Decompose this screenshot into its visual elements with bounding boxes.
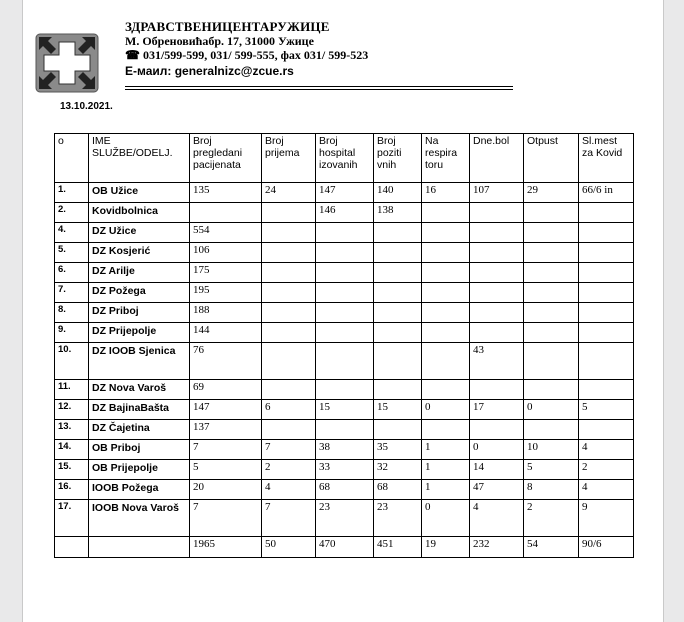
value-cell bbox=[470, 323, 524, 343]
service-name-cell: DZ Užice bbox=[89, 223, 190, 243]
row-number-cell: 2. bbox=[55, 203, 89, 223]
row-number-cell: 13. bbox=[55, 420, 89, 440]
row-number-cell: 1. bbox=[55, 183, 89, 203]
value-cell bbox=[316, 223, 374, 243]
value-cell bbox=[262, 380, 316, 400]
row-number-cell: 17. bbox=[55, 500, 89, 537]
service-name-cell: DZ Nova Varoš bbox=[89, 380, 190, 400]
value-cell bbox=[262, 223, 316, 243]
table-row bbox=[55, 440, 634, 460]
service-name-cell: OB Prijepolje bbox=[89, 460, 190, 480]
value-cell bbox=[262, 283, 316, 303]
value-cell bbox=[422, 343, 470, 380]
value-cell: 35 bbox=[374, 440, 422, 460]
value-cell: 50 bbox=[262, 537, 316, 558]
organization-email: E-маил: generalnizc@zcue.rs bbox=[125, 64, 294, 78]
value-cell bbox=[470, 303, 524, 323]
value-cell bbox=[316, 243, 374, 263]
row-number-cell bbox=[55, 537, 89, 558]
value-cell: 4 bbox=[579, 440, 634, 460]
value-cell: 7 bbox=[190, 440, 262, 460]
header-rule-bottom bbox=[125, 89, 513, 90]
value-cell: 16 bbox=[422, 183, 470, 203]
value-cell: 2 bbox=[524, 500, 579, 537]
value-cell: 5 bbox=[579, 400, 634, 420]
value-cell bbox=[524, 223, 579, 243]
value-cell: 68 bbox=[374, 480, 422, 500]
value-cell bbox=[422, 323, 470, 343]
value-cell: 8 bbox=[524, 480, 579, 500]
value-cell bbox=[579, 203, 634, 223]
row-number-cell: 12. bbox=[55, 400, 89, 420]
value-cell: 470 bbox=[316, 537, 374, 558]
value-cell bbox=[190, 203, 262, 223]
row-number-cell: 16. bbox=[55, 480, 89, 500]
column-header: Otpust bbox=[524, 134, 579, 183]
value-cell: 554 bbox=[190, 223, 262, 243]
report-table bbox=[54, 133, 634, 558]
value-cell: 1965 bbox=[190, 537, 262, 558]
organization-name: ЗДРАВСТВЕНИЦЕНТАРУЖИЦЕ bbox=[125, 19, 330, 34]
value-cell bbox=[316, 380, 374, 400]
value-cell bbox=[316, 323, 374, 343]
value-cell bbox=[524, 323, 579, 343]
value-cell: 0 bbox=[524, 400, 579, 420]
value-cell: 2 bbox=[579, 460, 634, 480]
table-row bbox=[55, 283, 634, 303]
value-cell: 33 bbox=[316, 460, 374, 480]
value-cell: 23 bbox=[374, 500, 422, 537]
value-cell bbox=[579, 380, 634, 400]
value-cell bbox=[316, 343, 374, 380]
value-cell bbox=[374, 303, 422, 323]
value-cell bbox=[579, 223, 634, 243]
column-header: Sl.mest za Kovid bbox=[579, 134, 634, 183]
value-cell bbox=[422, 380, 470, 400]
value-cell bbox=[262, 343, 316, 380]
value-cell: 43 bbox=[470, 343, 524, 380]
health-center-cross-logo-icon bbox=[35, 33, 99, 93]
value-cell bbox=[374, 223, 422, 243]
value-cell bbox=[262, 420, 316, 440]
row-number-cell: 7. bbox=[55, 283, 89, 303]
value-cell: 232 bbox=[470, 537, 524, 558]
value-cell: 188 bbox=[190, 303, 262, 323]
value-cell: 451 bbox=[374, 537, 422, 558]
value-cell bbox=[316, 263, 374, 283]
table-row bbox=[55, 243, 634, 263]
value-cell bbox=[579, 283, 634, 303]
row-number-cell: 5. bbox=[55, 243, 89, 263]
table-row bbox=[55, 203, 634, 223]
value-cell bbox=[579, 323, 634, 343]
value-cell bbox=[579, 303, 634, 323]
value-cell bbox=[316, 303, 374, 323]
value-cell: 137 bbox=[190, 420, 262, 440]
service-name-cell: DZ BajinaBašta bbox=[89, 400, 190, 420]
value-cell: 19 bbox=[422, 537, 470, 558]
table-row bbox=[55, 400, 634, 420]
value-cell: 5 bbox=[190, 460, 262, 480]
value-cell bbox=[374, 243, 422, 263]
value-cell: 144 bbox=[190, 323, 262, 343]
value-cell bbox=[422, 420, 470, 440]
column-header: Dne.bol bbox=[470, 134, 524, 183]
value-cell: 147 bbox=[190, 400, 262, 420]
value-cell bbox=[579, 243, 634, 263]
service-name-cell: DZ Požega bbox=[89, 283, 190, 303]
row-number-cell: 10. bbox=[55, 343, 89, 380]
value-cell bbox=[524, 303, 579, 323]
organization-address: М. Обреновићабр. 17, 31000 Ужице bbox=[125, 34, 314, 48]
organization-phones: ☎ 031/599-599, 031/ 599-555, фах 031/ 599-523 bbox=[125, 48, 369, 62]
table-row bbox=[55, 420, 634, 440]
service-name-cell: OB Užice bbox=[89, 183, 190, 203]
value-cell: 5 bbox=[524, 460, 579, 480]
value-cell bbox=[374, 323, 422, 343]
value-cell: 4 bbox=[262, 480, 316, 500]
value-cell bbox=[422, 283, 470, 303]
value-cell: 7 bbox=[262, 500, 316, 537]
service-name-cell bbox=[89, 537, 190, 558]
report-date: 13.10.2021. bbox=[60, 101, 113, 112]
column-header: Broj prijema bbox=[262, 134, 316, 183]
value-cell: 20 bbox=[190, 480, 262, 500]
table-header-row bbox=[55, 134, 634, 183]
value-cell: 69 bbox=[190, 380, 262, 400]
column-header: Broj hospital izovanih bbox=[316, 134, 374, 183]
value-cell bbox=[422, 203, 470, 223]
value-cell bbox=[470, 283, 524, 303]
service-name-cell: OB Priboj bbox=[89, 440, 190, 460]
service-name-cell: IOOB Požega bbox=[89, 480, 190, 500]
table-row bbox=[55, 480, 634, 500]
value-cell: 138 bbox=[374, 203, 422, 223]
value-cell bbox=[524, 283, 579, 303]
value-cell: 195 bbox=[190, 283, 262, 303]
table-row bbox=[55, 500, 634, 537]
value-cell bbox=[470, 223, 524, 243]
document-page bbox=[22, 0, 664, 622]
value-cell bbox=[470, 243, 524, 263]
table-row bbox=[55, 183, 634, 203]
value-cell bbox=[374, 343, 422, 380]
value-cell: 68 bbox=[316, 480, 374, 500]
totals-row bbox=[55, 537, 634, 558]
value-cell bbox=[524, 420, 579, 440]
value-cell bbox=[422, 223, 470, 243]
value-cell: 90/6 bbox=[579, 537, 634, 558]
row-number-cell: 4. bbox=[55, 223, 89, 243]
value-cell bbox=[262, 243, 316, 263]
value-cell bbox=[422, 263, 470, 283]
value-cell: 15 bbox=[316, 400, 374, 420]
table-row bbox=[55, 343, 634, 380]
value-cell bbox=[524, 343, 579, 380]
value-cell bbox=[470, 420, 524, 440]
service-name-cell: DZ Prijepolje bbox=[89, 323, 190, 343]
value-cell: 140 bbox=[374, 183, 422, 203]
service-name-cell: Kovidbolnica bbox=[89, 203, 190, 223]
value-cell: 23 bbox=[316, 500, 374, 537]
table-row bbox=[55, 263, 634, 283]
row-number-cell: 6. bbox=[55, 263, 89, 283]
value-cell: 0 bbox=[422, 400, 470, 420]
value-cell bbox=[470, 380, 524, 400]
column-header: Broj pregledani pacijenata bbox=[190, 134, 262, 183]
value-cell: 4 bbox=[579, 480, 634, 500]
value-cell bbox=[374, 420, 422, 440]
value-cell: 0 bbox=[422, 500, 470, 537]
row-number-cell: 15. bbox=[55, 460, 89, 480]
value-cell: 146 bbox=[316, 203, 374, 223]
row-number-cell: 8. bbox=[55, 303, 89, 323]
value-cell: 66/6 in bbox=[579, 183, 634, 203]
value-cell: 29 bbox=[524, 183, 579, 203]
table-row bbox=[55, 460, 634, 480]
value-cell: 175 bbox=[190, 263, 262, 283]
value-cell bbox=[524, 243, 579, 263]
value-cell: 6 bbox=[262, 400, 316, 420]
value-cell: 1 bbox=[422, 460, 470, 480]
value-cell bbox=[422, 303, 470, 323]
value-cell: 15 bbox=[374, 400, 422, 420]
value-cell: 32 bbox=[374, 460, 422, 480]
row-number-cell: 9. bbox=[55, 323, 89, 343]
value-cell bbox=[579, 263, 634, 283]
table-row bbox=[55, 303, 634, 323]
value-cell: 54 bbox=[524, 537, 579, 558]
value-cell: 7 bbox=[262, 440, 316, 460]
value-cell: 47 bbox=[470, 480, 524, 500]
value-cell: 107 bbox=[470, 183, 524, 203]
value-cell bbox=[374, 283, 422, 303]
service-name-cell: DZ Priboj bbox=[89, 303, 190, 323]
value-cell: 0 bbox=[470, 440, 524, 460]
value-cell: 76 bbox=[190, 343, 262, 380]
table-row bbox=[55, 323, 634, 343]
value-cell: 14 bbox=[470, 460, 524, 480]
value-cell: 38 bbox=[316, 440, 374, 460]
row-number-cell: 11. bbox=[55, 380, 89, 400]
value-cell bbox=[262, 263, 316, 283]
value-cell: 24 bbox=[262, 183, 316, 203]
value-cell: 9 bbox=[579, 500, 634, 537]
value-cell: 147 bbox=[316, 183, 374, 203]
column-header: o bbox=[55, 134, 89, 183]
value-cell: 17 bbox=[470, 400, 524, 420]
value-cell: 4 bbox=[470, 500, 524, 537]
value-cell bbox=[524, 380, 579, 400]
value-cell bbox=[524, 263, 579, 283]
header-rule-top bbox=[125, 86, 513, 87]
value-cell bbox=[262, 303, 316, 323]
value-cell: 2 bbox=[262, 460, 316, 480]
letterhead bbox=[125, 19, 368, 79]
value-cell: 1 bbox=[422, 480, 470, 500]
value-cell bbox=[374, 263, 422, 283]
column-header: Broj poziti vnih bbox=[374, 134, 422, 183]
column-header: IME SLUŽBE/ODELJ. bbox=[89, 134, 190, 183]
value-cell bbox=[470, 203, 524, 223]
row-number-cell: 14. bbox=[55, 440, 89, 460]
value-cell bbox=[262, 323, 316, 343]
value-cell bbox=[374, 380, 422, 400]
value-cell: 135 bbox=[190, 183, 262, 203]
column-header: Na respira toru bbox=[422, 134, 470, 183]
table-row bbox=[55, 223, 634, 243]
value-cell bbox=[316, 283, 374, 303]
value-cell: 7 bbox=[190, 500, 262, 537]
service-name-cell: DZ Čajetina bbox=[89, 420, 190, 440]
value-cell bbox=[316, 420, 374, 440]
value-cell bbox=[579, 420, 634, 440]
value-cell: 1 bbox=[422, 440, 470, 460]
service-name-cell: IOOB Nova Varoš bbox=[89, 500, 190, 537]
value-cell bbox=[262, 203, 316, 223]
service-name-cell: DZ IOOB Sjenica bbox=[89, 343, 190, 380]
value-cell bbox=[470, 263, 524, 283]
service-name-cell: DZ Kosjerić bbox=[89, 243, 190, 263]
table-row bbox=[55, 380, 634, 400]
value-cell bbox=[422, 243, 470, 263]
value-cell: 10 bbox=[524, 440, 579, 460]
value-cell: 106 bbox=[190, 243, 262, 263]
value-cell bbox=[524, 203, 579, 223]
value-cell bbox=[579, 343, 634, 380]
service-name-cell: DZ Arilje bbox=[89, 263, 190, 283]
